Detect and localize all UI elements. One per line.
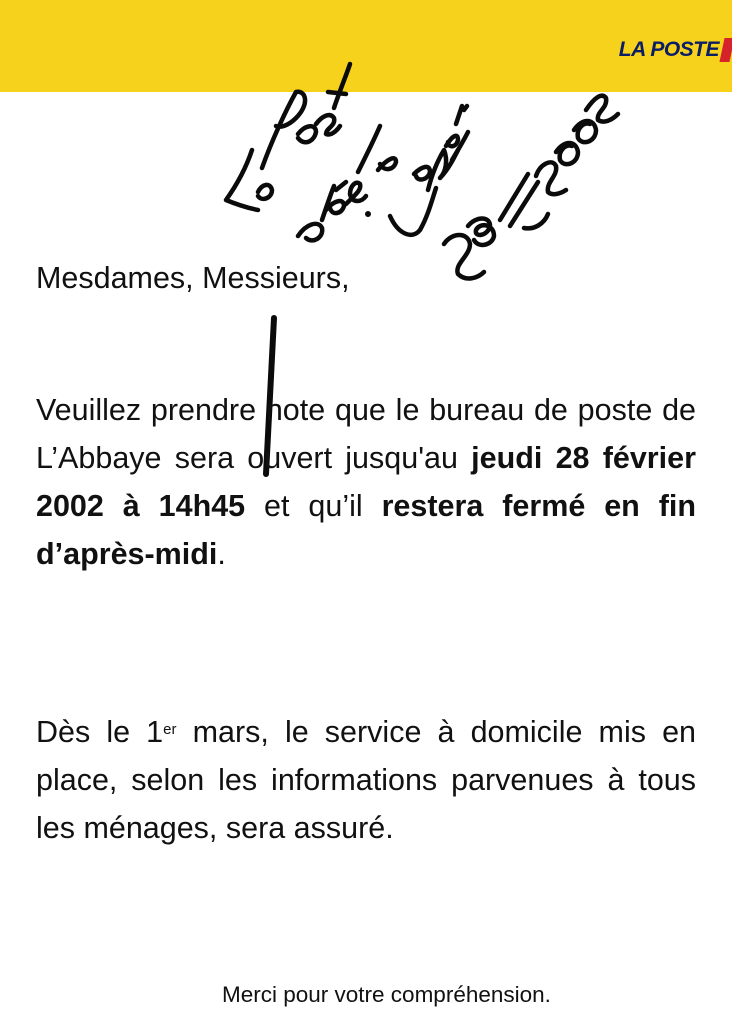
- la-poste-logo: [613, 36, 732, 64]
- closure-notice: restera fermé en fin d’après-midi: [36, 489, 696, 571]
- service-text-2: mars, le service à domicile mis en place, selon les informations parvenues à tous les ménages, sera assuré.: [36, 715, 697, 845]
- notice-paragraph: [36, 386, 696, 578]
- service-text-1: Dès le 1: [36, 715, 164, 749]
- logo-flag-icon: [719, 38, 732, 62]
- notice-text-3: .: [217, 537, 226, 571]
- closing-line: Merci pour votre compréhension.: [222, 982, 551, 1007]
- closing-date-time: jeudi 28 février 2002 à 14h45: [36, 441, 696, 523]
- notice-text-1: Veuillez prendre note que le bureau de poste de L’Abbaye sera ouvert jusqu'au: [36, 393, 696, 475]
- service-paragraph: [36, 708, 696, 852]
- salutation: Mesdames, Messieurs,: [36, 261, 350, 295]
- ordinal-superscript: er: [163, 721, 177, 738]
- notice-text-2: et qu’il: [245, 489, 382, 523]
- logo-text: LA POSTE: [618, 38, 719, 61]
